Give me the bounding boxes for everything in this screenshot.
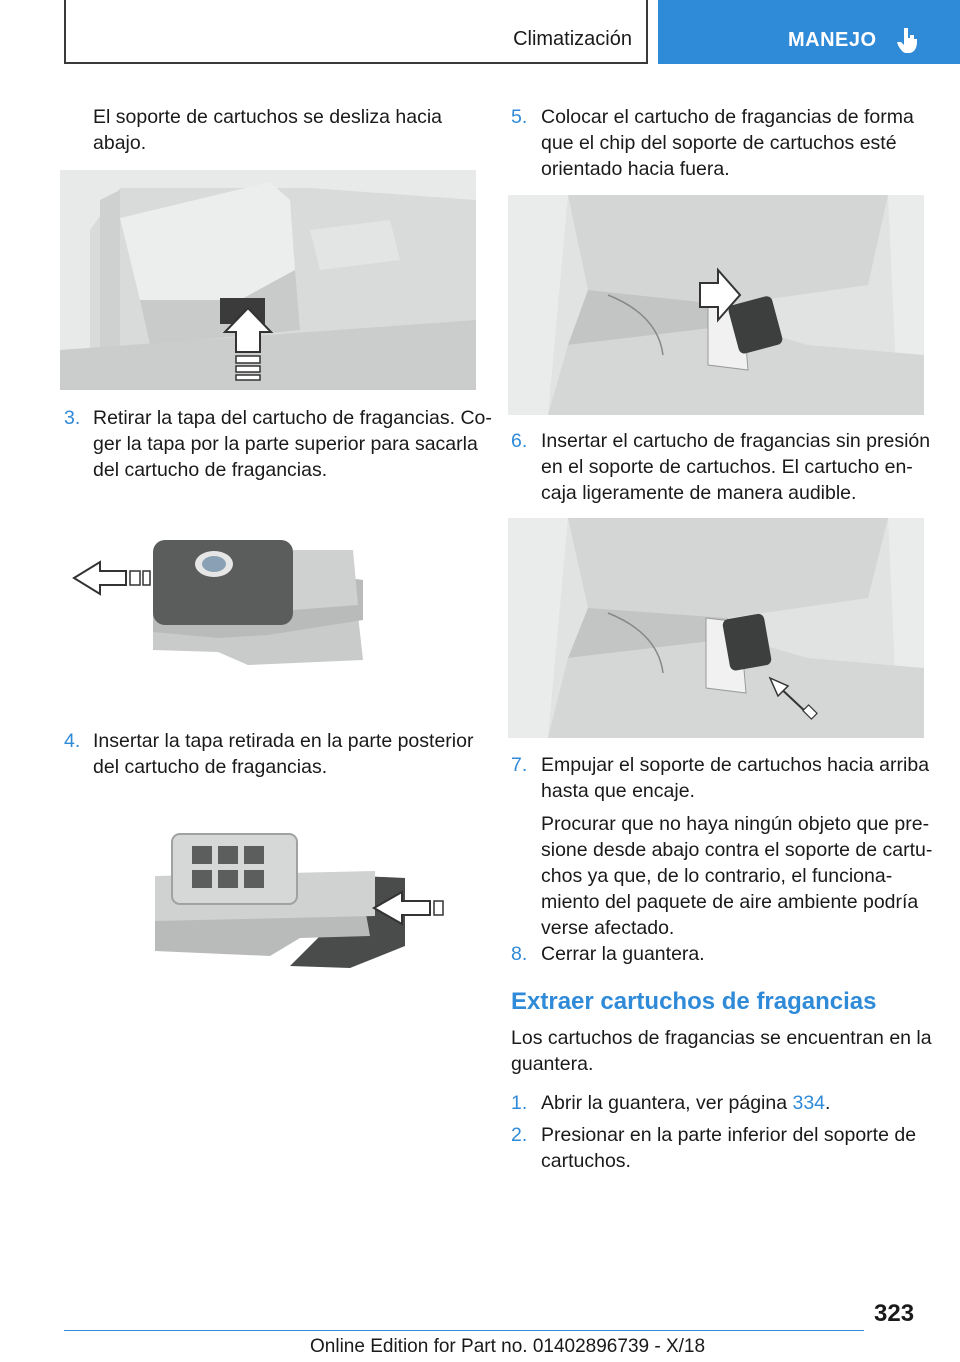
- sub-step-2-line-2: cartuchos.: [541, 1150, 631, 1172]
- chapter-tab[interactable]: [658, 0, 960, 64]
- step-4-line-1: Insertar la tapa retirada en la parte posterior: [93, 730, 474, 752]
- step-number: 3.: [64, 407, 81, 429]
- sub-step-1-suffix: .: [825, 1092, 831, 1114]
- step-number: 5.: [511, 106, 528, 128]
- page-reference-link[interactable]: 334: [792, 1092, 826, 1114]
- figure-insert-cartridge: [508, 518, 924, 738]
- step-8-line-1: Cerrar la guantera.: [541, 943, 705, 965]
- step-5-line-2: que el chip del soporte de cartuchos esté: [541, 132, 897, 154]
- step-4-line-2: del cartucho de fragancias.: [93, 756, 328, 778]
- step-7-note-line-1: Procurar que no haya ningún objeto que pre-: [541, 813, 930, 835]
- figure-remove-cap: [68, 520, 378, 680]
- step-number: 8.: [511, 943, 528, 965]
- step-3-line-3: del cartucho de fragancias.: [93, 459, 328, 481]
- sub-step-2-line-1: Presionar en la parte inferior del soporte de: [541, 1124, 917, 1146]
- step-6-line-2: en el soporte de cartuchos. El cartucho en-: [541, 456, 913, 478]
- chapter-title: MANEJO: [788, 29, 877, 51]
- step-5-line-3: orientado hacia fuera.: [541, 158, 730, 180]
- hand-pointer-icon: [896, 26, 922, 54]
- section-text-line-1: Los cartuchos de fragancias se encuentran en la: [511, 1027, 932, 1049]
- sub-step-1-text: [541, 1090, 830, 1116]
- section-title: Climatización: [513, 28, 632, 50]
- intro-line-1: El soporte de cartuchos se desliza hacia: [93, 106, 443, 128]
- step-7-note-line-5: verse afectado.: [541, 917, 675, 939]
- header-section-box: [64, 0, 648, 64]
- footer-divider: [64, 1330, 864, 1331]
- step-7-note-line-2: sione desde abajo contra el soporte de cartu-: [541, 839, 933, 861]
- step-7-note-line-4: miento del paquete de aire ambiente podría: [541, 891, 919, 913]
- step-number: 1.: [511, 1092, 528, 1114]
- step-7-line-1: Empujar el soporte de cartuchos hacia arriba: [541, 754, 930, 776]
- section-heading: Extraer cartuchos de fragancias: [511, 988, 877, 1015]
- page-number: 323: [874, 1300, 915, 1327]
- figure-holder-sliding-down: [60, 170, 476, 390]
- step-7-note-line-3: chos ya que, de lo contrario, el funciona-: [541, 865, 893, 887]
- figure-insert-cap-back: [150, 826, 450, 976]
- step-6-line-3: caja ligeramente de manera audible.: [541, 482, 857, 504]
- step-3-line-1: Retirar la tapa del cartucho de fragancias. Co-: [93, 407, 492, 429]
- step-number: 2.: [511, 1124, 528, 1146]
- step-5-line-1: Colocar el cartucho de fragancias de forma: [541, 106, 914, 128]
- step-3-line-2: ger la tapa por la parte superior para sacarla: [93, 433, 478, 455]
- step-number: 4.: [64, 730, 81, 752]
- step-7-line-2: hasta que encaje.: [541, 780, 695, 802]
- step-number: 6.: [511, 430, 528, 452]
- figure-place-cartridge: [508, 195, 924, 415]
- footer-edition-text: Online Edition for Part no. 01402896739 - X/18: [310, 1336, 706, 1357]
- step-6-line-1: Insertar el cartucho de fragancias sin presión: [541, 430, 931, 452]
- step-number: 7.: [511, 754, 528, 776]
- section-text-line-2: guantera.: [511, 1053, 594, 1075]
- sub-step-1-label: Abrir la guantera, ver página: [541, 1092, 793, 1114]
- intro-line-2: abajo.: [93, 132, 147, 154]
